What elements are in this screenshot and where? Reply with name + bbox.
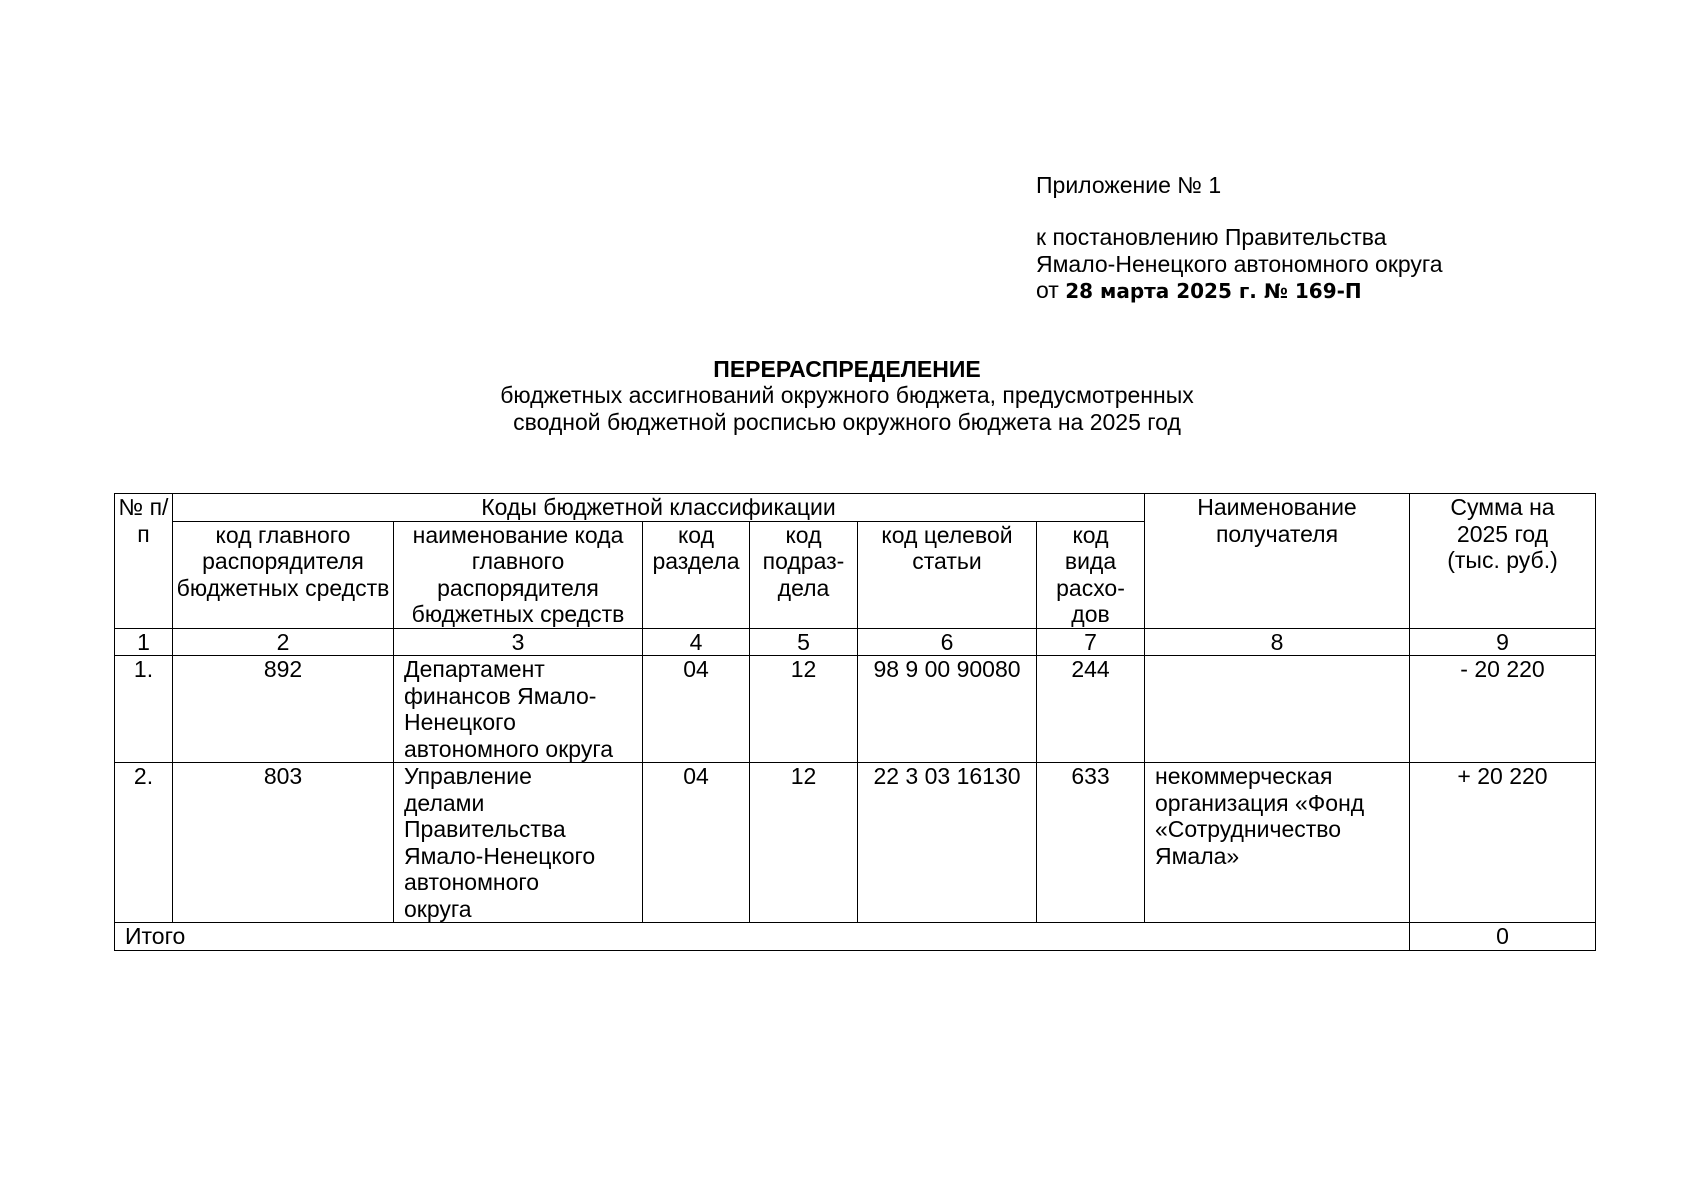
col-number: 7: [1037, 628, 1145, 656]
annex-date-value: 28 марта 2025 г. № 169-П: [1065, 279, 1362, 304]
document-subtitle-line-2: сводной бюджетной росписью окружного бюджета на 2025 год: [513, 408, 1181, 435]
total-row: [115, 923, 1596, 951]
table-row: [115, 656, 1596, 763]
annex-line-1: к постановлению Правительства: [1036, 224, 1387, 251]
header-expense-type: код вида расхо-дов: [1037, 521, 1145, 628]
row-target: 22 3 03 16130: [858, 763, 1037, 923]
header-section: код раздела: [643, 521, 750, 628]
row-sum: + 20 220: [1410, 763, 1596, 923]
col-number: 2: [173, 628, 394, 656]
row-gr-code: 892: [173, 656, 394, 763]
col-number: 8: [1145, 628, 1410, 656]
total-value: 0: [1410, 923, 1596, 951]
annex-line-2: Ямало-Ненецкого автономного округа: [1036, 250, 1443, 277]
row-target: 98 9 00 90080: [858, 656, 1037, 763]
header-gr-code: код главного распорядителя бюджетных средств: [173, 521, 394, 628]
col-number: 1: [115, 628, 173, 656]
header-gr-name: наименование кода главного распорядителя бюджетных средств: [394, 521, 643, 628]
annex-date-line: [1036, 277, 1596, 303]
budget-table: [114, 493, 1596, 951]
annex-label: Приложение № 1: [1036, 172, 1222, 198]
col-number: 3: [394, 628, 643, 656]
row-expense-type: 244: [1037, 656, 1145, 763]
row-expense-type: 633: [1037, 763, 1145, 923]
col-number: 6: [858, 628, 1037, 656]
document-title: ПЕРЕРАСПРЕДЕЛЕНИЕ: [713, 356, 981, 382]
header-num: № п/п: [115, 494, 173, 629]
document-title-block: [0, 356, 1694, 435]
header-recipient: Наименование получателя: [1145, 494, 1410, 629]
annex-date-prefix: от: [1036, 277, 1059, 304]
row-section: 04: [643, 656, 750, 763]
column-numbers-row: [115, 628, 1596, 656]
header-subsection: код подраз-дела: [750, 521, 858, 628]
row-sum: - 20 220: [1410, 656, 1596, 763]
row-recipient: [1145, 656, 1410, 763]
row-subsection: 12: [750, 763, 858, 923]
row-gr-name: Департамент финансов Ямало-Ненецкого автономного округа: [394, 656, 643, 763]
row-gr-name: Управление делами Правительства Ямало-Ненецкого автономного округа: [394, 763, 643, 923]
row-gr-code: 803: [173, 763, 394, 923]
row-num: 2.: [115, 763, 173, 923]
row-subsection: 12: [750, 656, 858, 763]
document-subtitle-line-1: бюджетных ассигнований окружного бюджета, предусмотренных: [500, 382, 1194, 409]
row-section: 04: [643, 763, 750, 923]
table-header-row-1: [115, 494, 1596, 522]
col-number: 9: [1410, 628, 1596, 656]
table-row: [115, 763, 1596, 923]
col-number: 5: [750, 628, 858, 656]
annex-block: [1036, 172, 1596, 304]
col-number: 4: [643, 628, 750, 656]
total-label: Итого: [115, 923, 1410, 951]
row-recipient: некоммерческая организация «Фонд «Сотрудничество Ямала»: [1145, 763, 1410, 923]
header-codes-group: Коды бюджетной классификации: [173, 494, 1145, 522]
row-num: 1.: [115, 656, 173, 763]
header-sum: Сумма на 2025 год (тыс. руб.): [1410, 494, 1596, 629]
header-target: код целевой статьи: [858, 521, 1037, 628]
